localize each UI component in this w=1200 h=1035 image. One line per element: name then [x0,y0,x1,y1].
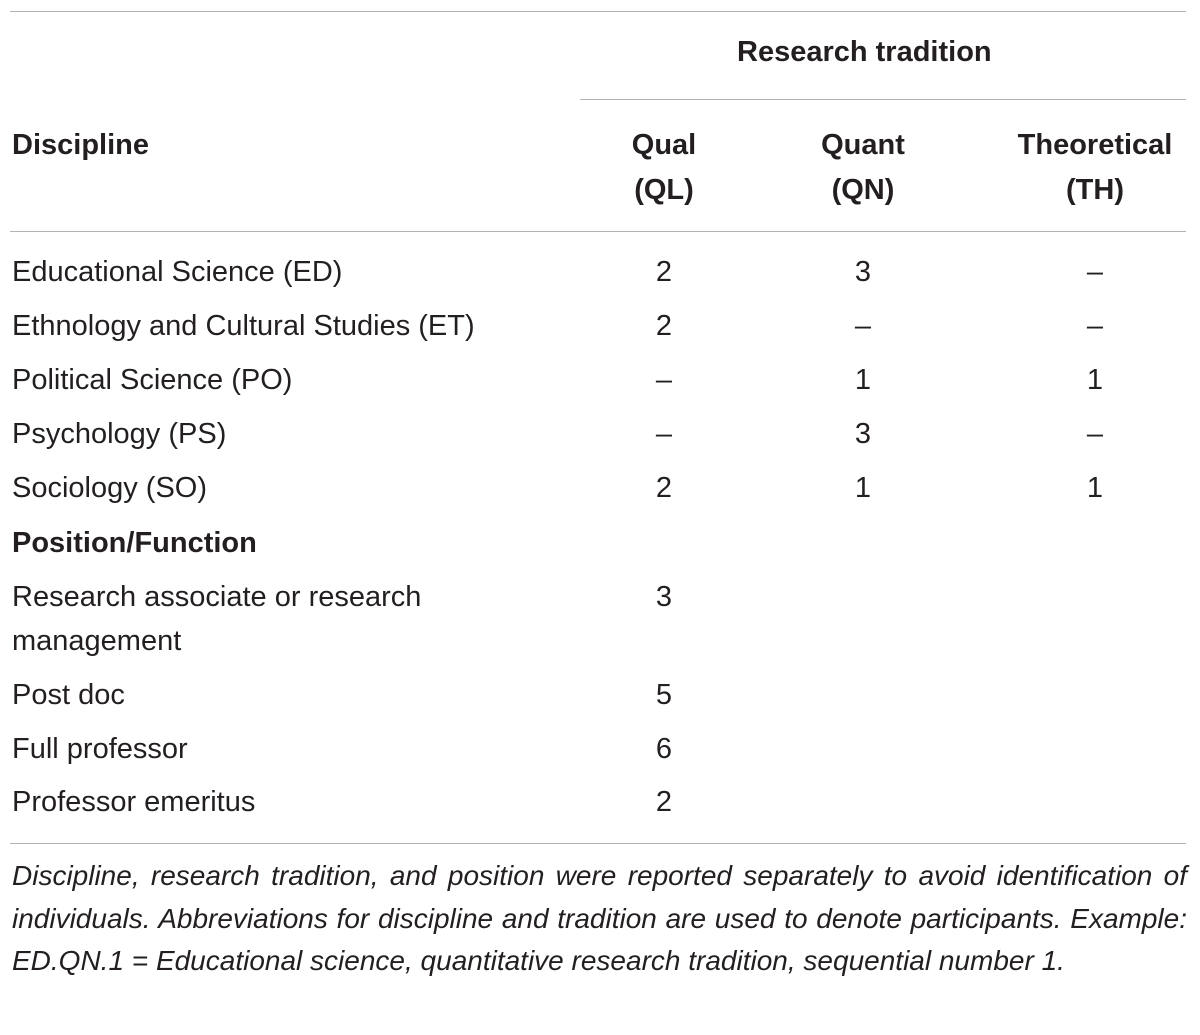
group-rule [580,99,1186,100]
cell-th: – [1086,418,1104,450]
cell-ql: – [655,364,673,396]
cell-qn: 1 [854,472,872,504]
cell-qn: 3 [854,256,872,288]
discipline-column-header: Discipline [12,129,149,161]
row-label: Full professor [12,733,188,765]
row-label: Political Science (PO) [12,364,293,396]
row-label-line2: management [12,625,182,657]
cell-th: – [1086,256,1104,288]
row-label-line1: Research associate or research [12,581,422,613]
cell-ql: 2 [655,310,673,342]
cell-qn: 1 [854,364,872,396]
theoretical-column-header-line2: (TH) [1066,174,1124,206]
cell-ql: 2 [655,786,673,818]
cell-ql: 3 [655,581,673,613]
cell-ql: 5 [655,679,673,711]
quant-column-header-line2: (QN) [831,174,895,206]
quant-column-header-line1: Quant [821,129,905,161]
cell-ql: 6 [655,733,673,765]
cell-qn: – [854,310,872,342]
cell-th: 1 [1086,364,1104,396]
cell-ql: – [655,418,673,450]
cell-ql: 2 [655,472,673,504]
footnote-rule [10,843,1186,844]
header-rule [10,231,1186,232]
cell-th: 1 [1086,472,1104,504]
cell-ql: 2 [655,256,673,288]
top-rule [10,11,1186,12]
research-tradition-heading: Research tradition [737,36,992,68]
row-label: Educational Science (ED) [12,256,343,288]
theoretical-column-header-line1: Theoretical [1017,129,1173,161]
cell-qn: 3 [854,418,872,450]
row-label: Psychology (PS) [12,418,227,450]
row-label: Post doc [12,679,125,711]
row-label: Professor emeritus [12,786,256,818]
table-footnote: Discipline, research tradition, and position were reported separately to avoid identification of individuals. Abbreviations for discipline and tradition are used to denote participants. Example: ED.QN.1 = Educational science, quantitative research tradition, sequential number 1. [12,860,1187,976]
position-function-heading: Position/Function [12,527,257,559]
row-label: Ethnology and Cultural Studies (ET) [12,310,475,342]
qual-column-header-line1: Qual [631,129,697,161]
cell-th: – [1086,310,1104,342]
qual-column-header-line2: (QL) [634,174,694,206]
row-label: Sociology (SO) [12,472,208,504]
